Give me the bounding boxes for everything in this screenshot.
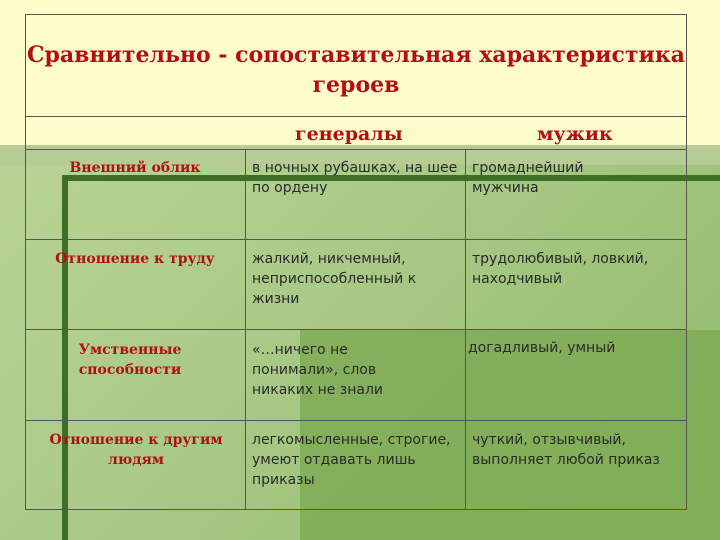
column-divider	[245, 149, 246, 510]
row-divider	[25, 149, 687, 150]
column-header-generals: генералы	[295, 123, 403, 145]
page-title: Сравнительно - сопоставительная характеристика героев	[27, 42, 685, 98]
cell-muzhik: догадливый, умный	[468, 340, 616, 356]
cell-generals: легкомысленные, строгие, умеют отдавать лишь приказы	[252, 432, 451, 488]
row-divider	[25, 239, 687, 240]
cell-muzhik: трудолюбивый, ловкий, находчивый	[472, 251, 649, 287]
cell-muzhik: чуткий, отзывчивый, выполняет любой приказ	[472, 432, 660, 468]
cell-muzhik: громаднейший мужчина	[472, 160, 584, 196]
row-divider	[25, 329, 687, 330]
row-label: Умственные способности	[78, 342, 182, 378]
table-border-bottom	[25, 509, 687, 510]
row-label: Внешний облик	[69, 160, 201, 176]
row-divider	[25, 116, 687, 117]
cell-generals: в ночных рубашках, на шее по ордену	[252, 160, 458, 196]
cell-generals: жалкий, никчемный, неприспособленный к жизни	[252, 251, 417, 307]
column-header-muzhik: мужик	[537, 123, 613, 145]
row-label: Отношение к труду	[55, 251, 215, 267]
cell-generals: «…ничего не понимали», слов никаких не знали	[252, 342, 384, 398]
row-label: Отношение к другим людям	[49, 432, 223, 468]
table-border-top	[25, 14, 687, 15]
row-divider	[25, 420, 687, 421]
column-divider	[465, 149, 466, 510]
